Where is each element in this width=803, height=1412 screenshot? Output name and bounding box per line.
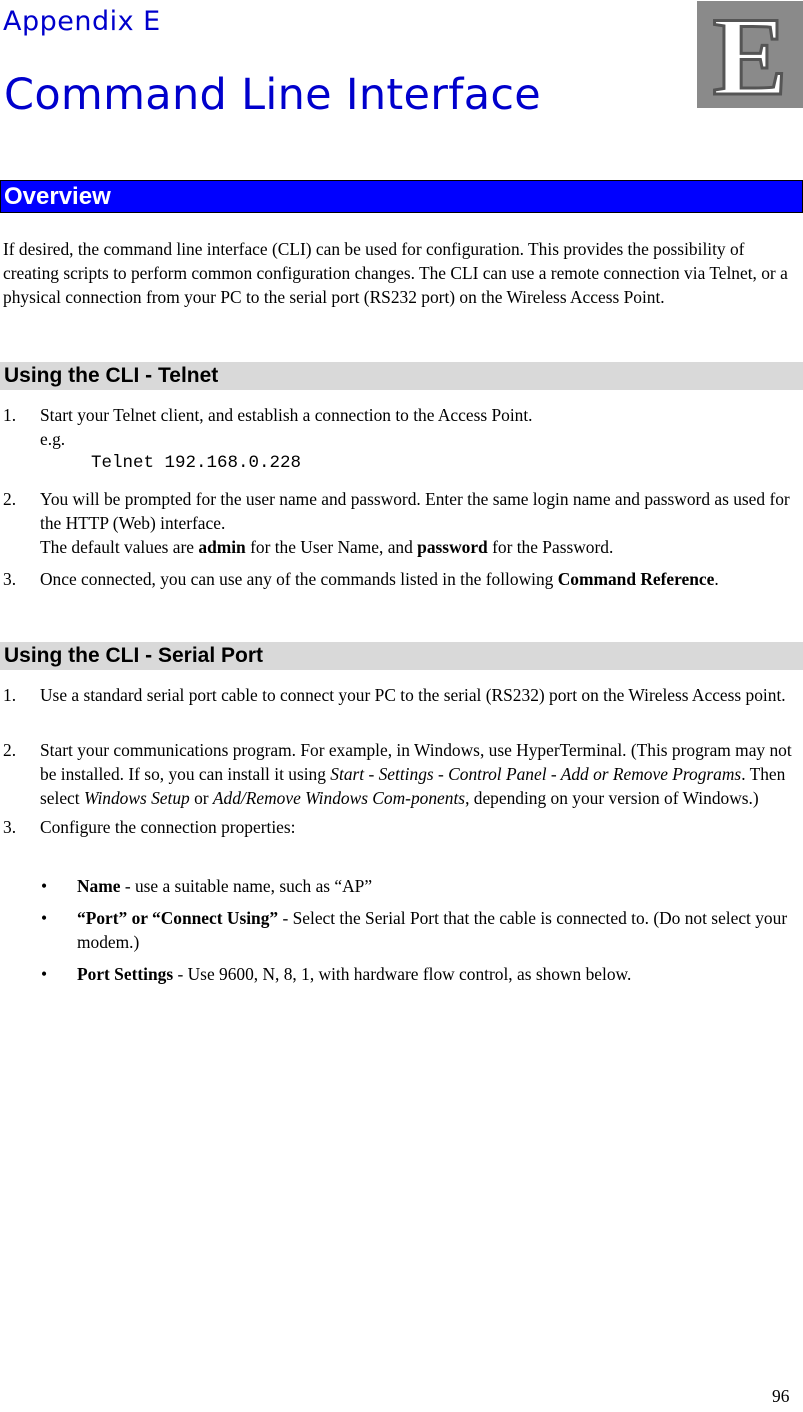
step-text: You will be prompted for the user name and password. Enter the same login name and password as used for the HTTP (Web) interface. [40, 489, 790, 533]
step-number: 1. [3, 685, 17, 705]
default-username: admin [198, 537, 246, 557]
step-text: Start your communications program. For example, in Windows, use HyperTerminal. (This program may not be installed. If so, you can install it using Start - Settings - Control Panel - Add or Remove Programs. Then select Windows Setup or Add/Remove Windows Com-ponents, depending on your version of Windows.) [40, 740, 792, 808]
section-heading-text: Overview [4, 183, 111, 210]
step-text: Once connected, you can use any of the commands listed in the following Command Reference. [40, 569, 719, 589]
step-number: 2. [3, 740, 17, 760]
add-remove-components-ref: Add/Remove Windows Com-ponents [212, 788, 466, 808]
step-number: 3. [3, 569, 17, 589]
example-label: e.g. [40, 429, 66, 449]
bullet-dot-icon: • [41, 908, 48, 928]
step-text: Use a standard serial port cable to connect your PC to the serial (RS232) port on the Wireless Access point. [40, 685, 786, 705]
step-number: 2. [3, 489, 17, 509]
bullet-dot-icon: • [41, 964, 48, 984]
default-password: password [417, 537, 488, 557]
bullet-dot-icon: • [41, 876, 48, 896]
command-reference-ref: Command Reference [557, 569, 715, 589]
page-number: 96 [772, 1386, 790, 1406]
subsection-heading-text: Using the CLI - Telnet [4, 364, 219, 387]
subsection-heading-text: Using the CLI - Serial Port [4, 644, 264, 667]
overview-paragraph: If desired, the command line interface (CLI) can be used for configuration. This provides the possibility of creating scripts to perform common configuration changes. The CLI can use a remote connection via Telnet, or a physical connection from your PC to the serial port (RS232 port) on the Wireless Access Point. [3, 239, 788, 307]
step-number: 3. [3, 817, 17, 837]
chapter-letter: E [712, 0, 788, 119]
windows-setup-ref: Windows Setup [83, 788, 190, 808]
step-text: Configure the connection properties: [40, 817, 296, 837]
section-heading-overview [0, 180, 803, 213]
default-values-text: The default values are admin for the User Name, and password for the Password. [40, 537, 614, 557]
document-page: Appendix E Command Line Interface E Overview If desired, the command line interface (CLI) can be used for configuration. This provides the possibility of creating scripts to perform common configuration changes. The CLI can use a remote connection via Telnet, or a physical connection from your PC to the serial port (RS232 port) on the Wireless Access Point. Using the CLI - Telnet 1. Start your Telnet client, and establish a connection to the Access Point. e.g. Telnet 192.168.0.228 2. You will be prompted for the user name and password. Enter the same login name and password as used for the HTTP (Web) interface. The default values are admin for the User Name, and password for the Password. 3. Once connected, you can use any of the commands listed in the following Command Reference. Using the CLI - Serial Port 1. Use a standard serial port cable to connect your PC to the serial (RS232) port on the Wireless Access point. 2. Start your communications program. For example, in Windows, use HyperTerminal. (This program may not be installed. If so, you can install it using Start - Settings - Control Panel - Add or Remove Programs. Then select Windows Setup or Add/Remove Windows Com-ponents, depending on your version of Windows.) 3. Configure the connection properties: • Name - use a suitable name, such as “AP” • “Port” or “Connect Using” - Select the Serial Port that the cable is connected to. (Do not select your modem.) • Port Settings - Use 9600, N, 8, 1, with hardware flow control, as shown below. 96 [0, 0, 803, 1412]
chapter-title: Command Line Interface [4, 70, 542, 120]
subsection-heading-telnet [0, 362, 803, 390]
telnet-command: Telnet 192.168.0.228 [91, 453, 302, 473]
chapter-letter-badge [697, 0, 803, 119]
appendix-label: Appendix E [3, 6, 161, 37]
subsection-heading-serial [0, 642, 803, 670]
step-number: 1. [3, 405, 17, 425]
step-text: Start your Telnet client, and establish a connection to the Access Point. [40, 405, 533, 425]
menu-path: Start - Settings - Control Panel - Add or Remove Programs [330, 764, 742, 784]
